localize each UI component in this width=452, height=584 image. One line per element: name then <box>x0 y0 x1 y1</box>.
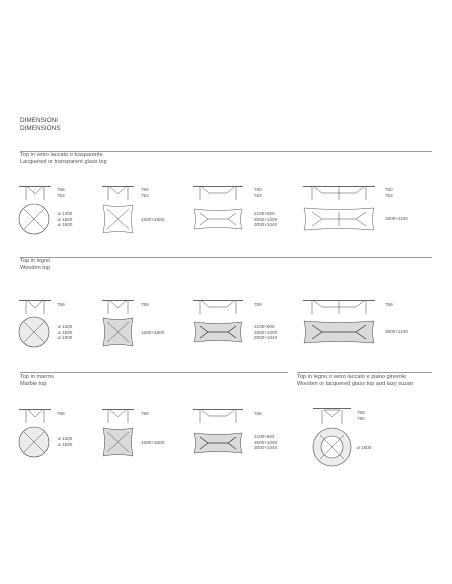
square-table-plan <box>101 203 135 235</box>
size-dims: ø 1800 <box>357 445 372 450</box>
header-english: DIMENSIONS <box>20 125 61 132</box>
round-table-elevation <box>18 299 52 315</box>
height-dims: 768 <box>57 411 65 416</box>
size-dims: 2100×900 2500×1000 3000×1040 <box>254 434 278 451</box>
section-divider <box>20 257 432 258</box>
rect-table-plan <box>192 320 244 344</box>
large-table-plan <box>302 206 376 232</box>
rect-table-plan <box>192 207 244 231</box>
section-divider <box>20 372 288 373</box>
large-table-elevation <box>302 185 376 201</box>
size-dims: 3600×1100 <box>385 216 408 221</box>
size-dims: 1500×1500 <box>141 217 165 222</box>
section-divider <box>297 372 432 373</box>
suzan-table-plan <box>312 427 352 467</box>
size-dims: 1500×1500 <box>141 440 165 445</box>
section-wood-title: Top in legno Wooden top <box>20 258 51 272</box>
page-header <box>20 117 60 133</box>
section-suzan-title: Top in legno o vetro laccato e piano girevole Wooden or lacquered glass top and lazy suzan <box>297 374 414 388</box>
header-italian: DIMENSIONI <box>20 117 58 124</box>
size-dims: ø 1300 ø 1500 <box>58 436 73 447</box>
size-dims: 3600×1100 <box>385 329 408 334</box>
height-dims: 760 753 <box>254 187 262 198</box>
rect-table-elevation <box>192 299 244 315</box>
round-table-plan <box>18 203 50 235</box>
size-dims: 2100×900 2500×1000 3000×1040 <box>254 324 278 341</box>
square-table-elevation <box>101 408 135 424</box>
height-dims: 759 <box>254 302 262 307</box>
size-dims: 2100×900 2500×1000 3000×1040 <box>254 211 278 228</box>
square-table-elevation <box>101 185 135 201</box>
height-dims: 768 <box>254 411 262 416</box>
large-table-elevation <box>302 299 376 315</box>
height-dims: 759 <box>385 302 393 307</box>
suzan-table-elevation <box>312 407 352 425</box>
square-table-elevation <box>101 299 135 315</box>
rect-table-elevation <box>192 408 244 424</box>
height-dims: 758 760 <box>357 410 365 421</box>
height-dims: 768 <box>141 411 149 416</box>
round-table-elevation <box>18 185 52 201</box>
section-glass-title: Top in vetro laccato o trasparente Lacquered or transparent glass top <box>20 152 107 166</box>
large-table-plan <box>302 319 376 345</box>
round-table-plan <box>18 316 50 348</box>
round-table-elevation <box>18 408 52 424</box>
height-dims: 759 <box>57 302 65 307</box>
section-marble-title: Top in marmo Marble top <box>20 374 54 388</box>
height-dims: 760 753 <box>385 187 393 198</box>
square-table-plan <box>101 316 135 348</box>
size-dims: ø 1300 ø 1500 ø 1800 <box>58 211 73 228</box>
height-dims: 759 <box>141 302 149 307</box>
square-table-plan <box>101 426 135 458</box>
size-dims: ø 1300 ø 1500 ø 1800 <box>58 324 73 341</box>
rect-table-elevation <box>192 185 244 201</box>
height-dims: 756 753 <box>57 187 65 198</box>
size-dims: 1500×1500 <box>141 330 165 335</box>
round-table-plan <box>18 426 50 458</box>
rect-table-plan <box>192 431 244 455</box>
height-dims: 760 753 <box>141 187 149 198</box>
